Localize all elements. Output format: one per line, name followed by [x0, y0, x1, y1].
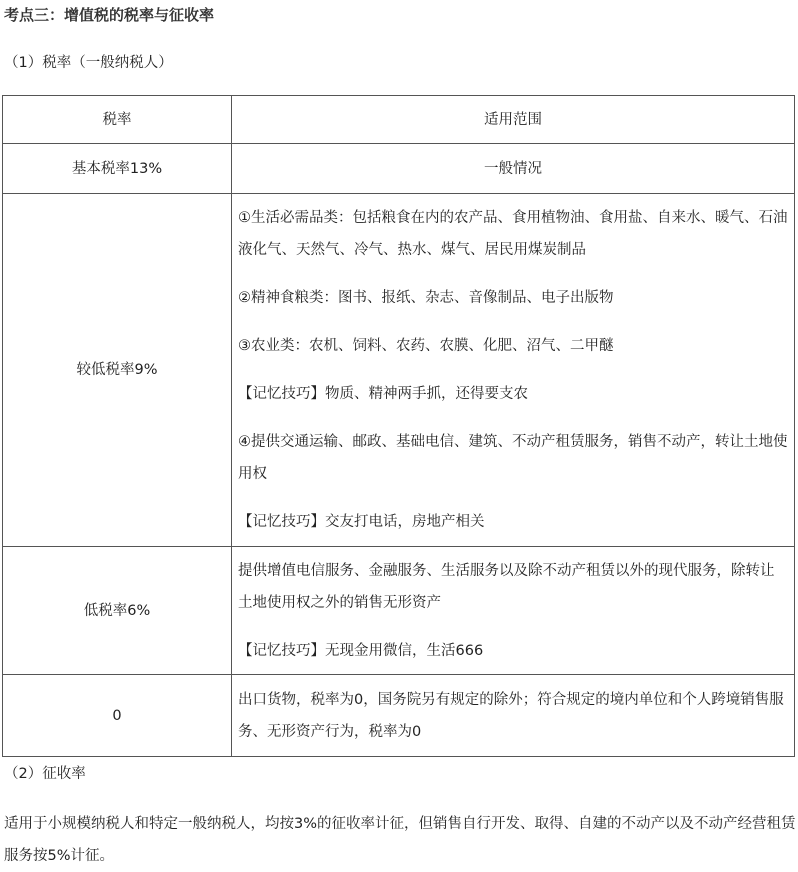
tax-rate-table — [2, 95, 795, 757]
scope-item: ④提供交通运输、邮政、基础电信、建筑、不动产租赁服务，销售不动产，转让土地使用权 — [238, 434, 788, 482]
rate-cell: 基本税率13% — [3, 144, 232, 194]
section-title-tax-rate: （1）税率（一般纳税人） — [4, 55, 173, 71]
memory-tip: 【记忆技巧】物质、精神两手抓，还得要支农 — [238, 386, 528, 402]
scope-item: 提供增值电信服务、金融服务、生活服务以及除不动产租赁以外的现代服务，除转让土地使用权之外的销售无形资产 — [238, 562, 775, 611]
scope-item: 出口货物，税率为0，国务院另有规定的除外；符合规定的境内单位和个人跨境销售服务、无形资产行为，税率为0 — [238, 691, 784, 740]
table-header-row — [3, 96, 795, 144]
scope-cell: 一般情况 — [232, 144, 795, 194]
rate-cell: 低税率6% — [3, 547, 232, 675]
scope-cell — [232, 675, 795, 757]
rate-cell: 较低税率9% — [3, 194, 232, 547]
page-heading: 考点三：增值税的税率与征收率 — [4, 6, 215, 24]
header-scope: 适用范围 — [232, 96, 795, 144]
scope-item: ①生活必需品类：包括粮食在内的农产品、食用植物油、食用盐、自来水、暖气、石油液化气、天然气、冷气、热水、煤气、居民用煤炭制品 — [238, 210, 788, 258]
scope-cell — [232, 194, 795, 547]
table-row — [3, 547, 795, 675]
scope-cell — [232, 547, 795, 675]
memory-tip: 【记忆技巧】交友打电话，房地产相关 — [238, 514, 485, 530]
table-row — [3, 194, 795, 547]
rate-cell: 0 — [3, 675, 232, 757]
section-title-levy-rate: （2）征收率 — [4, 766, 86, 782]
memory-tip: 【记忆技巧】无现金用微信，生活666 — [238, 642, 484, 659]
table-row — [3, 144, 795, 194]
table-row — [3, 675, 795, 757]
header-rate: 税率 — [3, 96, 232, 144]
scope-item: ②精神食粮类：图书、报纸、杂志、音像制品、电子出版物 — [238, 290, 614, 306]
scope-item: ③农业类：农机、饲料、农药、农膜、化肥、沼气、二甲醚 — [238, 338, 614, 354]
levy-rate-paragraph: 适用于小规模纳税人和特定一般纳税人，均按3%的征收率计征，但销售自行开发、取得、自建的不动产以及不动产经营租赁服务按5%计征。 — [4, 816, 796, 864]
